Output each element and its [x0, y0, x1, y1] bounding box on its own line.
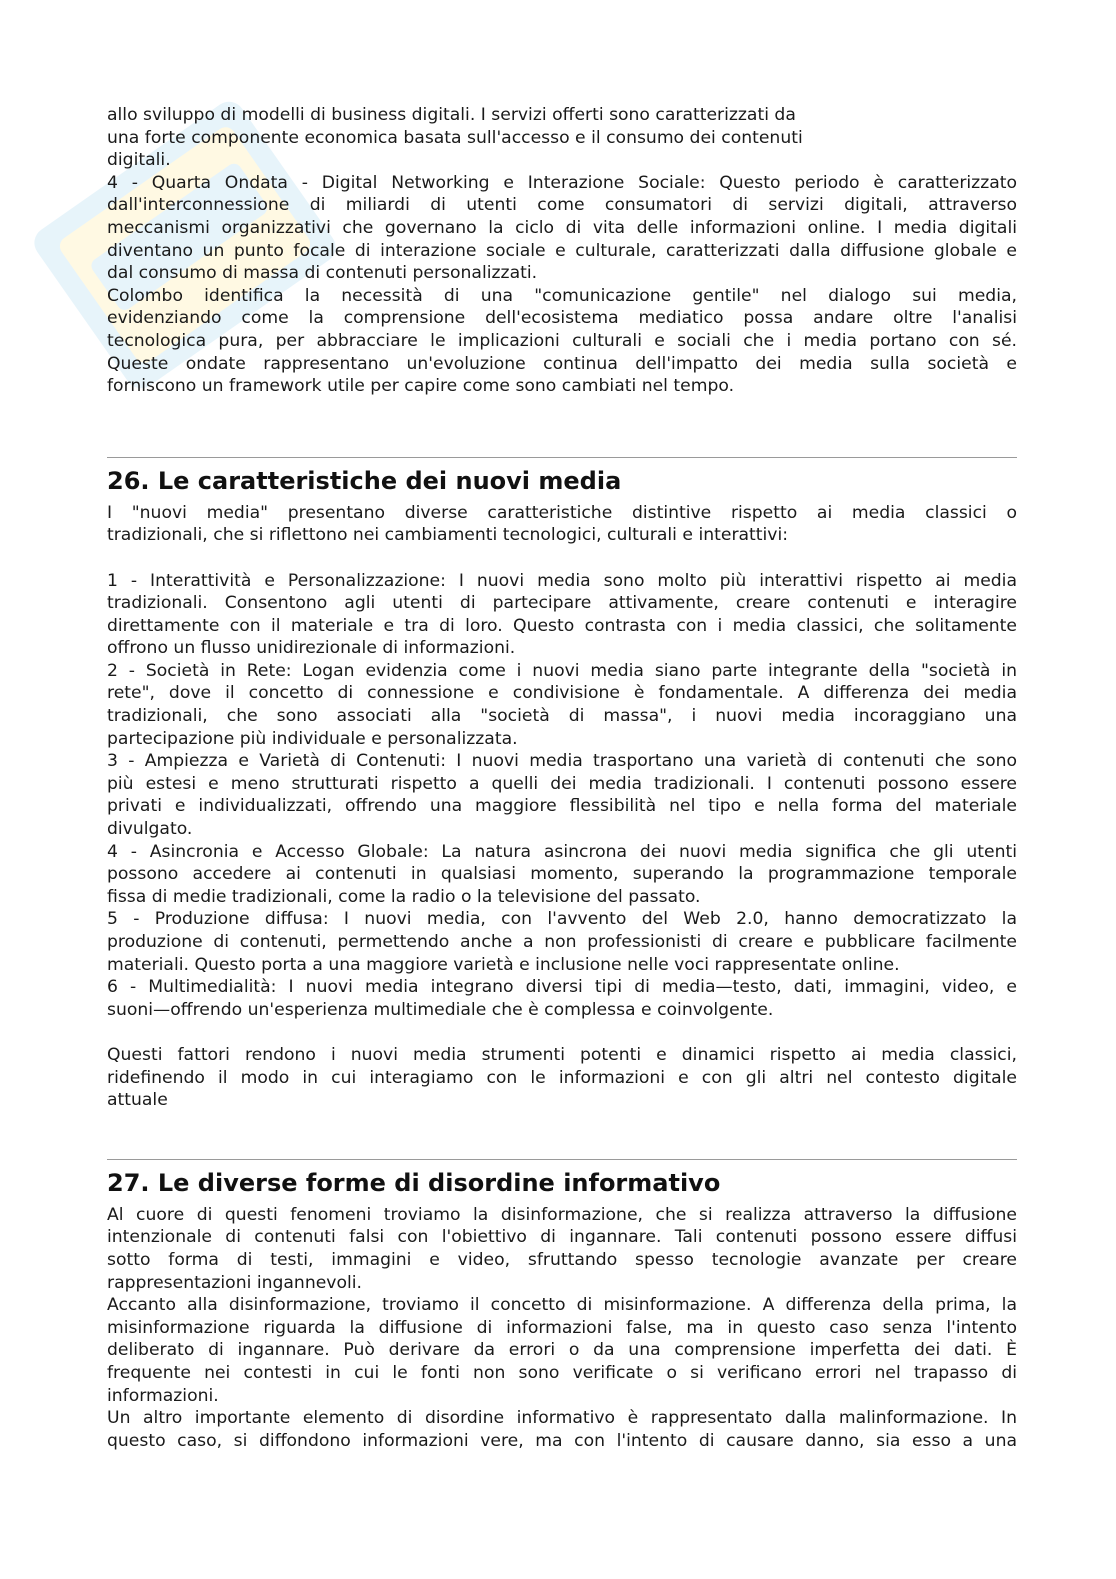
text-line: dal consumo di massa di contenuti personalizzati. [107, 263, 538, 284]
text-line: evidenziando come la comprensione dell'ecosistema mediatico possa andare oltre l'analisi [107, 308, 1017, 329]
list-item-line: tradizionali. Consentono agli utenti di partecipare attivamente, creare contenuti e interagire [107, 593, 1017, 614]
list-item-line: possono accedere ai contenuti in qualsiasi momento, superando la programmazione temporale [107, 864, 1017, 885]
text-line: Un altro importante elemento di disordine informativo è rappresentato dalla malinformazione. In [107, 1408, 1017, 1429]
list-item-line: divulgato. [107, 819, 193, 840]
section-26-list [107, 570, 1017, 1022]
text-line: intenzionale di contenuti falsi con l'obiettivo di ingannare. Tali contenuti possono essere diffusi [107, 1227, 1017, 1248]
section-26-title: 26. Le caratteristiche dei nuovi media [107, 466, 622, 495]
document-page [107, 104, 1017, 1452]
text-line: sotto forma di testi, immagini e video, sfruttando spesso tecnologie avanzate per creare [107, 1249, 1017, 1270]
text-line: una forte componente economica basata sull'accesso e il consumo dei contenuti [107, 127, 803, 148]
list-item-line: tradizionali, che sono associati alla "società di massa", i nuovi media incoraggiano una [107, 706, 1017, 727]
section-27-title: 27. Le diverse forme di disordine informativo [107, 1168, 721, 1197]
list-item-line: fissa di medie tradizionali, come la radio o la televisione del passato. [107, 886, 701, 907]
list-item-line: 5 - Produzione diffusa: I nuovi media, con l'avvento del Web 2.0, hanno democratizzato la [107, 909, 1017, 930]
text-line: digitali. [107, 150, 171, 171]
list-item-line: materiali. Questo porta a una maggiore varietà e inclusione nelle voci rappresentate online. [107, 954, 900, 975]
text-line: informazioni. [107, 1385, 219, 1406]
text-line: meccanismi organizzativi che governano la ciclo di vita delle informazioni online. I media digitali [107, 217, 1017, 238]
text-line: Accanto alla disinformazione, troviamo il concetto di misinformazione. A differenza della prima, la [107, 1295, 1017, 1316]
text-line: Al cuore di questi fenomeni troviamo la disinformazione, che si realizza attraverso la diffusione [107, 1204, 1017, 1225]
text-line: Colombo identifica la necessità di una "comunicazione gentile" nel dialogo sui media, [107, 285, 1017, 306]
text-line: misinformazione riguarda la diffusione di informazioni false, ma in questo caso senza l'intento [107, 1317, 1017, 1338]
list-item-line: 2 - Società in Rete: Logan evidenzia come i nuovi media siano parte integrante della "società in [107, 660, 1017, 681]
text-line: Questi fattori rendono i nuovi media strumenti potenti e dinamici rispetto ai media classici, [107, 1044, 1017, 1065]
text-line: diventano un punto focale di interazione sociale e culturale, caratterizzati dalla diffusione globale e [107, 240, 1017, 261]
text-line: 4 - Quarta Ondata - Digital Networking e Interazione Sociale: Questo periodo è caratterizzato [107, 172, 1017, 193]
list-item-line: rete", dove il concetto di connessione e condivisione è fondamentale. A differenza dei media [107, 683, 1017, 704]
text-line: I "nuovi media" presentano diverse caratteristiche distintive rispetto ai media classici o [107, 502, 1017, 523]
list-item-line: 3 - Ampiezza e Varietà di Contenuti: I nuovi media trasportano una varietà di contenuti che sono [107, 751, 1017, 772]
list-item-line: suoni—offrendo un'esperienza multimediale che è complessa e coinvolgente. [107, 999, 774, 1020]
section-26-conclusion [107, 1044, 1017, 1112]
text-line: forniscono un framework utile per capire come sono cambiati nel tempo. [107, 376, 735, 397]
section-intro [107, 104, 1017, 398]
list-item-line: privati e individualizzati, offrendo una maggiore flessibilità nel tipo e nella forma del materiale [107, 796, 1017, 817]
text-line: dall'interconnessione di miliardi di utenti come consumatori di servizi digitali, attraverso [107, 195, 1017, 216]
list-item-line: offrono un flusso unidirezionale di informazioni. [107, 638, 516, 659]
text-line: ridefinendo il modo in cui interagiamo con le informazioni e con gli altri nel contesto digitale [107, 1067, 1017, 1088]
list-item-line: produzione di contenuti, permettendo anche a non professionisti di creare e pubblicare facilmente [107, 932, 1017, 952]
text-line: deliberato di ingannare. Può derivare da errori o da una comprensione imperfetta dei dati. È [107, 1340, 1017, 1361]
list-item-line: direttamente con il materiale e tra di loro. Questo contrasta con i media classici, che solitamente [107, 615, 1017, 636]
list-item-line: 6 - Multimedialità: I nuovi media integrano diversi tipi di media—testo, dati, immagini, video, e [107, 977, 1017, 998]
text-line: tecnologica pura, per abbracciare le implicazioni culturali e sociali che i media portano con sé. [107, 330, 1017, 351]
text-line: rappresentazioni ingannevoli. [107, 1272, 362, 1293]
text-line: tradizionali, che si riflettono nei cambiamenti tecnologici, culturali e interattivi: [107, 525, 789, 546]
list-item-line: 4 - Asincronia e Accesso Globale: La natura asincrona dei nuovi media significa che gli utenti [107, 841, 1017, 862]
section-26-intro [107, 502, 1017, 547]
text-line: attuale [107, 1090, 168, 1111]
text-line: questo caso, si diffondono informazioni vere, ma con l'intento di causare danno, sia esso a una [107, 1430, 1017, 1451]
list-item-line: partecipazione più individuale e personalizzata. [107, 728, 518, 749]
list-item-line: più estesi e meno strutturati rispetto a quelli dei media tradizionali. I contenuti possono essere [107, 773, 1017, 794]
text-line: allo sviluppo di modelli di business digitali. I servizi offerti sono caratterizzati da [107, 105, 796, 125]
text-line: Queste ondate rappresentano un'evoluzione continua dell'impatto dei media sulla società e [107, 353, 1017, 374]
text-line: frequente nei contesti in cui le fonti non sono verificate o si verificano errori nel trapasso di [107, 1362, 1017, 1383]
list-item-line: 1 - Interattività e Personalizzazione: I nuovi media sono molto più interattivi rispetto ai media [107, 570, 1017, 591]
section-27-body [107, 1204, 1017, 1453]
